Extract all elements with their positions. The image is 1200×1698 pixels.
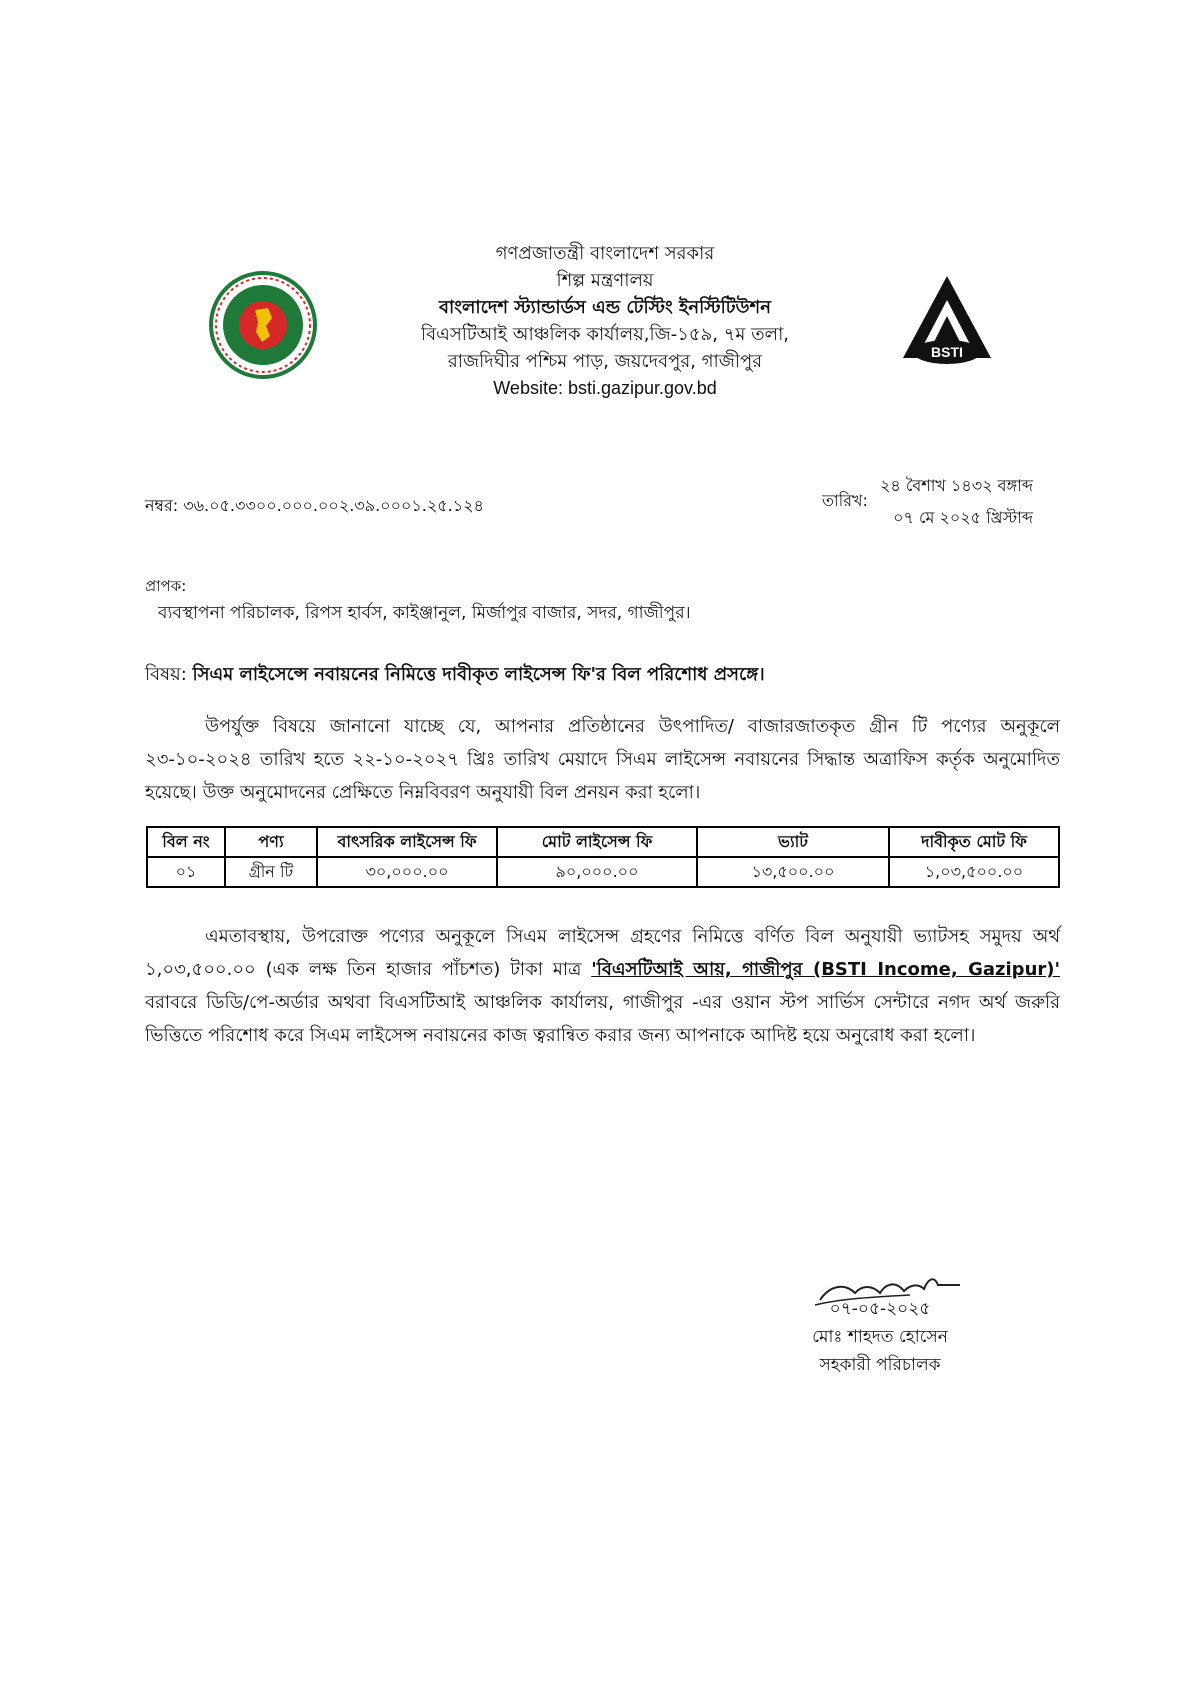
paragraph-2-text [145, 920, 1060, 1052]
header-website[interactable]: Website: bsti.gazipur.gov.bd [493, 378, 717, 398]
cell-claimed-total: ১,০৩,৫০০.০০ [889, 857, 1059, 887]
recipient-address: ব্যবস্থাপনা পরিচালক, রিপস হার্বস, কাইঞ্জানুল, মির্জাপুর বাজার, সদর, গাজীপুর। [158, 603, 691, 623]
header-institution: বাংলাদেশ স্ট্যান্ডার্ডস এন্ড টেস্টিং ইনস্টিটিউশন [439, 297, 771, 318]
cell-total-fee: ৯০,০০০.০০ [497, 857, 697, 887]
bsti-logo-text: BSTI [931, 344, 963, 360]
col-annual-fee: বাৎসরিক লাইসেন্স ফি [317, 827, 497, 857]
signature-block [770, 1295, 990, 1379]
paragraph-2-part2: বরাবরে ডিডি/পে-অর্ডার অথবা বিএসটিআই আঞ্চলিক কার্যালয়, গাজীপুর -এর ওয়ান স্টপ সার্ভিস সেন্টারে নগদ অর্থ জরুরি ভিত্তিতে পরিশোধ করে সিএম লাইসেন্স নবায়নের কাজ ত্বরান্বিত করার জন্য আপনাকে আদিষ্ট হয়ে অনুরোধ করা হলো। [145, 992, 1060, 1046]
paragraph-2-part1: এমতাবস্থায়, উপরোক্ত পণ্যের অনুকূলে সিএম লাইসেন্স গ্রহণের নিমিত্তে বর্ণিত বিল অনুযায়ী ভ্যাটসহ সমুদয় অর্থ ১,০৩,৫০০.০০ (এক লক্ষ তিন হাজার পাঁচশত) টাকা মাত্র [145, 926, 1060, 980]
date-block [880, 470, 1033, 534]
signature-date: ০৭-০৫-২০২৫ [829, 1299, 931, 1319]
subject-text: সিএম লাইসেন্সে নবায়নের নিমিত্তে দাবীকৃত লাইসেন্স ফি'র বিল পরিশোধ প্রসঙ্গে। [192, 664, 765, 685]
cell-annual-fee: ৩০,০০০.০০ [317, 857, 497, 887]
col-claimed-total: দাবীকৃত মোট ফি [889, 827, 1059, 857]
col-product: পণ্য [225, 827, 317, 857]
date-bangla: ২৪ বৈশাখ ১৪৩২ বঙ্গাব্দ [880, 476, 1033, 495]
bill-table [146, 826, 1060, 888]
letterhead [370, 240, 840, 402]
header-government: গণপ্রজাতন্ত্রী বাংলাদেশ সরকার [495, 243, 715, 264]
col-bill-no: বিল নং [147, 827, 225, 857]
date-english: ০৭ মে ২০২৫ খ্রিস্টাব্দ [893, 508, 1033, 527]
col-total-fee: মোট লাইসেন্স ফি [497, 827, 697, 857]
payee-name: 'বিএসটিআই আয়, গাজীপুর (BSTI Income, Gazipur)' [591, 959, 1060, 980]
cell-product: গ্রীন টি [225, 857, 317, 887]
subject-line [145, 660, 765, 691]
date-label: তারিখ: [822, 491, 868, 510]
bsti-logo [900, 272, 995, 367]
header-ministry: শিল্প মন্ত্রণালয় [556, 270, 654, 291]
cell-vat: ১৩,৫০০.০০ [697, 857, 889, 887]
cell-bill-no: ০১ [147, 857, 225, 887]
signatory-title: সহকারী পরিচালক [819, 1355, 941, 1375]
body-paragraph-1 [145, 710, 1060, 809]
bill-table-header-row [147, 827, 1059, 857]
recipient-label: প্রাপক: [145, 577, 187, 595]
table-row [147, 857, 1059, 887]
col-vat: ভ্যাট [697, 827, 889, 857]
government-seal-logo [208, 270, 318, 380]
subject-label: বিষয়: [145, 664, 187, 685]
signatory-name: মোঃ শাহদত হোসেন [812, 1327, 948, 1347]
header-office: বিএসটিআই আঞ্চলিক কার্যালয়,জি-১৫৯, ৭ম তলা, [420, 324, 790, 345]
paragraph-1-text: উপর্যুক্ত বিষয়ে জানানো যাচ্ছে যে, আপনার প্রতিষ্ঠানের উৎপাদিত/ বাজারজাতকৃত গ্রীন টি পণ্যের অনুকূলে ২৩-১০-২০২৪ তারিখ হতে ২২-১০-২০২৭ খ্রিঃ তারিখ মেয়াদে সিএম লাইসেন্স নবায়নের সিদ্ধান্ত অত্রাফিস কর্তৃক অনুমোদিত হয়েছে। উক্ত অনুমোদনের প্রেক্ষিতে নিম্নবিবরণ অনুযায়ী বিল প্রনয়ন করা হলো। [145, 716, 1060, 803]
header-address: রাজদিঘীর পশ্চিম পাড়, জয়দেবপুর, গাজীপুর [447, 351, 763, 372]
body-paragraph-2 [145, 920, 1060, 1052]
memo-number: নম্বর: ৩৬.০৫.৩৩০০.০০০.০০২.৩৯.০০০১.২৫.১২৪ [145, 496, 484, 515]
